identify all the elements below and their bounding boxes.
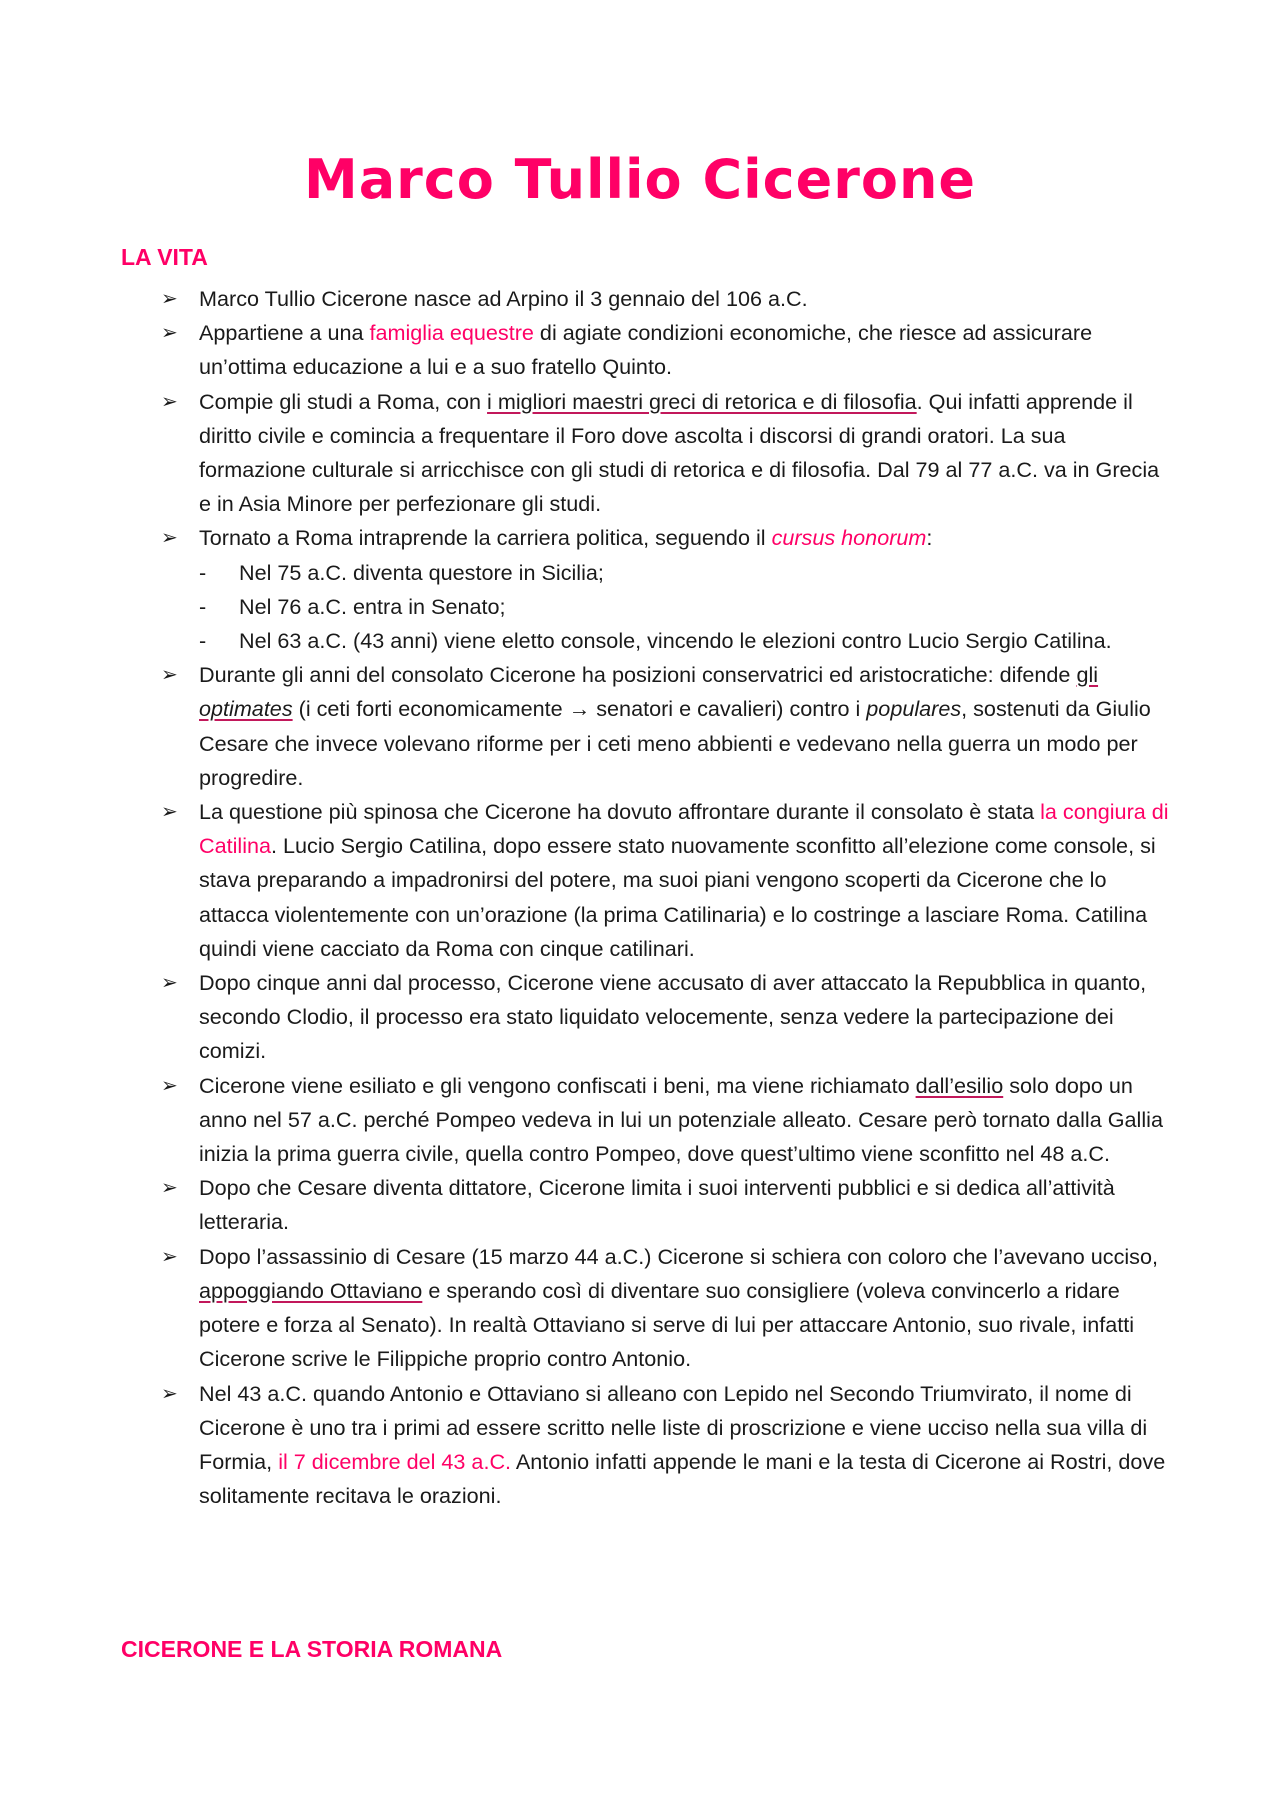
arrowhead-bullet-icon: ➢ [161, 527, 178, 550]
sub-list-item: - Nel 75 a.C. diventa questore in Sicilia; [199, 556, 1171, 590]
arrowhead-bullet-icon: ➢ [161, 1074, 178, 1097]
list-item: ➢ Appartiene a una famiglia equestre di agiate condizioni economiche, che riesce ad assicurare un’ottima educazione a lui e a suo fratello Quinto. [121, 316, 1171, 384]
underlined-text: gli optimates [199, 662, 1099, 722]
list-item: ➢ Tornato a Roma intraprende la carriera politica, seguendo il cursus honorum: - Nel 75 a.C. diventa questore in Sicilia; - Nel 76 a.C. entra in Senato; - Nel 63 a.C. (43 anni) viene eletto console, vincendo le elezioni contro Lucio Sergio Catilina. [121, 521, 1171, 658]
highlighted-text: la congiura di Catilina [199, 799, 1169, 859]
sub-list [199, 556, 1171, 659]
section-heading-storia-romana: CICERONE E LA STORIA ROMANA [121, 1636, 503, 1662]
list-item: ➢ Durante gli anni del consolato Cicerone ha posizioni conservatrici ed aristocratiche: difende gli optimates (i ceti forti economicamente → senatori e cavalieri) contro i populares, sostenuti da Giulio Cesare che invece volevano riforme per i ceti meno abbienti e vedevano nella guerra un modo per progredire. [121, 658, 1171, 795]
arrowhead-bullet-icon: ➢ [161, 801, 178, 824]
arrowhead-bullet-icon: ➢ [161, 1245, 178, 1268]
list-item: ➢ Compie gli studi a Roma, con i migliori maestri greci di retorica e di filosofia. Qui infatti apprende il diritto civile e comincia a frequentare il Foro dove ascolta i discorsi di grandi oratori. La sua formazione culturale si arricchisce con gli studi di retorica e di filosofia. Dal 79 al 77 a.C. va in Grecia e in Asia Minore per perfezionare gli studi. [121, 385, 1171, 522]
bullet-list [121, 282, 1171, 1513]
arrowhead-bullet-icon: ➢ [161, 972, 178, 995]
arrowhead-bullet-icon: ➢ [161, 664, 178, 687]
arrowhead-bullet-icon: ➢ [161, 1382, 178, 1405]
arrowhead-bullet-icon: ➢ [161, 1177, 178, 1200]
dash-bullet-icon: - [199, 559, 207, 585]
dash-bullet-icon: - [199, 593, 207, 619]
list-item: ➢ Cicerone viene esiliato e gli vengono confiscati i beni, ma viene richiamato dall’esilio solo dopo un anno nel 57 a.C. perché Pompeo vedeva in lui un potenziale alleato. Cesare però tornato dalla Gallia inizia la prima guerra civile, quella contro Pompeo, dove quest’ultimo viene sconfitto nel 48 a.C. [121, 1069, 1171, 1172]
sub-list-item: - Nel 76 a.C. entra in Senato; [199, 590, 1171, 624]
sub-list-item: - Nel 63 a.C. (43 anni) viene eletto console, vincendo le elezioni contro Lucio Sergio Catilina. [199, 624, 1171, 658]
list-item: ➢ Dopo cinque anni dal processo, Cicerone viene accusato di aver attaccato la Repubblica in quanto, secondo Clodio, il processo era stato liquidato velocemente, senza vedere la partecipazione dei comizi. [121, 966, 1171, 1069]
list-item: ➢ Dopo l’assassinio di Cesare (15 marzo 44 a.C.) Cicerone si schiera con coloro che l’avevano ucciso, appoggiando Ottaviano e sperando così di diventare suo consigliere (voleva convincerlo a ridare potere e forza al Senato). In realtà Ottaviano si serve di lui per attaccare Antonio, suo rivale, infatti Cicerone scrive le Filippiche proprio contro Antonio. [121, 1240, 1171, 1377]
arrow-right-icon: → [568, 696, 591, 722]
list-item: ➢ Marco Tullio Cicerone nasce ad Arpino il 3 gennaio del 106 a.C. [121, 282, 1171, 316]
highlighted-text: famiglia equestre [369, 320, 534, 346]
underlined-text: dall’esilio [915, 1072, 1004, 1098]
underlined-text: appoggiando Ottaviano [199, 1277, 423, 1303]
list-item: ➢ La questione più spinosa che Cicerone ha dovuto affrontare durante il consolato è stata la congiura di Catilina. Lucio Sergio Catilina, dopo essere stato nuovamente sconfitto all’elezione come console, si stava preparando a impadronirsi del potere, ma suoi piani vengono scoperti da Cicerone che lo attacca violentemente con un’orazione (la prima Catilinaria) e lo costringe a lasciare Roma. Catilina quindi viene cacciato da Roma con cinque catilinari. [121, 795, 1171, 966]
arrowhead-bullet-icon: ➢ [161, 288, 178, 310]
highlighted-text: cursus honorum [771, 525, 927, 551]
list-item: ➢ Nel 43 a.C. quando Antonio e Ottaviano si alleano con Lepido nel Secondo Triumvirato, il nome di Cicerone è uno tra i primi ad essere scritto nelle liste di proscrizione e viene ucciso nella sua villa di Formia, il 7 dicembre del 43 a.C. Antonio infatti appende le mani e la testa di Cicerone ai Rostri, dove solitamente recitava le orazioni. [121, 1377, 1171, 1514]
underlined-text: i migliori maestri greci di retorica e di filosofia [487, 388, 917, 414]
dash-bullet-icon: - [199, 628, 207, 654]
highlighted-text: il 7 dicembre del 43 a.C. [278, 1448, 512, 1474]
page-title: Marco Tullio Cicerone [303, 148, 977, 211]
list-item: ➢ Dopo che Cesare diventa dittatore, Cicerone limita i suoi interventi pubblici e si dedica all’attività letteraria. [121, 1171, 1171, 1239]
section-heading-la-vita: LA VITA [121, 244, 208, 270]
arrowhead-bullet-icon: ➢ [161, 322, 178, 345]
arrowhead-bullet-icon: ➢ [161, 390, 178, 413]
